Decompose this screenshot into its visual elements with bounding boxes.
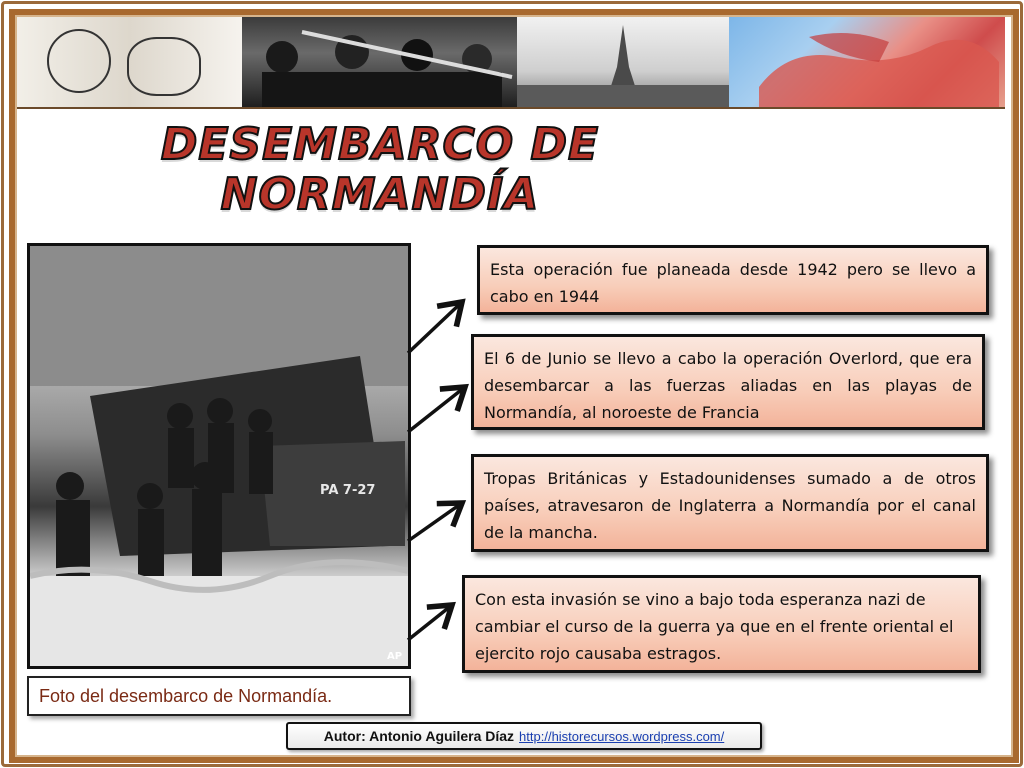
soldiers-silhouette	[242, 17, 517, 107]
banner-soldiers-image	[242, 17, 517, 107]
info-box-1: Esta operación fue planeada desde 1942 pero se llevo a cabo en 1944	[477, 245, 989, 315]
banner-europe-map-image	[729, 17, 1005, 107]
author-label: Autor: Antonio Aguilera Díaz	[323, 728, 515, 744]
photo-credit: AP	[387, 651, 403, 662]
title-line-1: DESEMBARCO DE	[160, 119, 600, 170]
info-box-3: Tropas Británicas y Estadounidenses sumado a de otros países, atravesaron de Inglaterra a Normandía por el canal de la mancha.	[471, 454, 989, 552]
banner-cartoon-image	[17, 17, 242, 107]
info-box-2: El 6 de Junio se llevo a cabo la operación Overlord, que era desembarcar a las fuerzas aliadas en las playas de Normandía, al noroeste de Francia	[471, 334, 985, 430]
header-banner	[17, 17, 1005, 109]
europe-map	[729, 17, 1005, 107]
banner-paris-image	[517, 17, 729, 107]
author-link[interactable]: http://historecursos.wordpress.com/	[519, 728, 725, 744]
photo-caption: Foto del desembarco de Normandía.	[27, 676, 411, 716]
landing-craft-illustration	[30, 246, 408, 666]
info-box-4: Con esta invasión se vino a bajo toda esperanza nazi de cambiar el curso de la guerra ya que en el frente oriental el ejercito rojo causaba estragos.	[462, 575, 981, 673]
boat-marking: PA 7-27	[320, 483, 376, 498]
slide-title	[120, 120, 640, 220]
eiffel-tower-silhouette	[517, 17, 729, 107]
author-footer	[286, 722, 762, 750]
title-line-2: NORMANDÍA	[220, 169, 540, 220]
landing-photo	[27, 243, 411, 669]
